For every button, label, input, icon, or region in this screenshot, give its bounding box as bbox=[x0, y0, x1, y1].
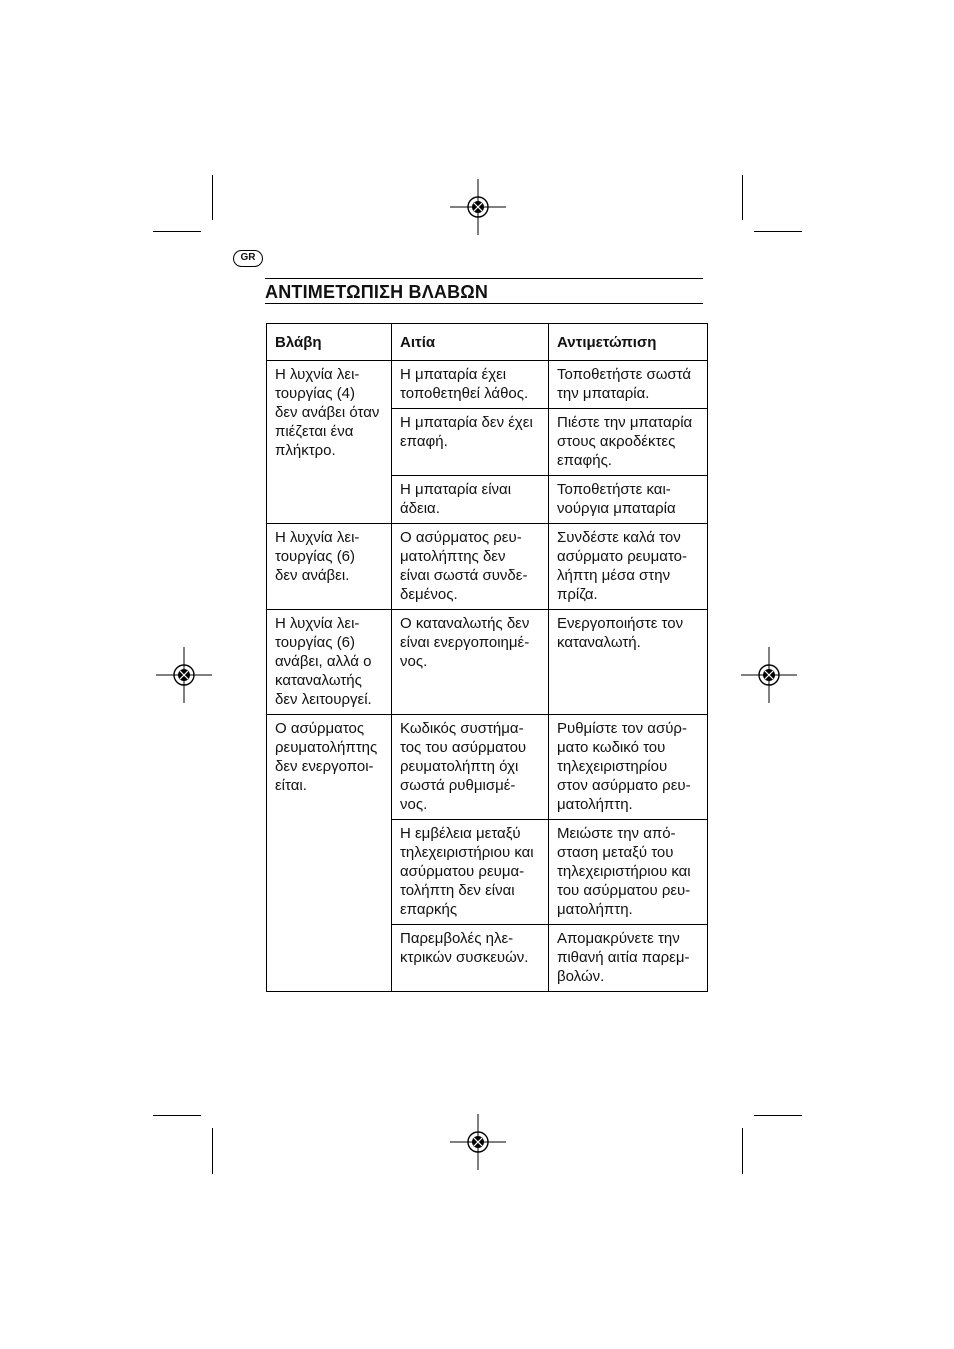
registration-mark-icon bbox=[448, 177, 508, 237]
header-remedy: Αντιμετώπιση bbox=[549, 324, 708, 361]
crop-mark bbox=[754, 1115, 802, 1116]
page-title: ΑΝΤΙΜΕΤΩΠΙΣΗ ΒΛΑΒΩΝ bbox=[265, 282, 489, 302]
crop-mark bbox=[754, 231, 802, 232]
cause-cell bbox=[392, 524, 549, 610]
cause-text: Κωδικός συστήμα- τος του ασύρματου ρευματολήπτη όχι σωστά ρυθμισμέ- νος. bbox=[400, 720, 527, 813]
crop-mark bbox=[212, 1128, 213, 1174]
cause-cell bbox=[392, 820, 549, 925]
remedy-text: Συνδέστε καλά τον ασύρματο ρευματο- λήπτη μέσα στην πρίζα. bbox=[557, 529, 687, 603]
remedy-text: Απομακρύνετε την πιθανή αιτία παρεμ- βολών. bbox=[557, 930, 690, 985]
crop-mark bbox=[153, 1115, 201, 1116]
crop-mark bbox=[153, 231, 201, 232]
fault-text: Ο ασύρματος ρευματολήπτης δεν ενεργοποι- είται. bbox=[275, 720, 378, 794]
title-rule-bottom bbox=[265, 303, 703, 304]
remedy-cell bbox=[549, 715, 708, 820]
fault-cell bbox=[267, 524, 392, 610]
remedy-cell bbox=[549, 820, 708, 925]
fault-cell bbox=[267, 610, 392, 715]
remedy-text: Ενεργοποιήστε τον καταναλωτή. bbox=[557, 615, 684, 651]
remedy-text: Τοποθετήστε σωστά την μπαταρία. bbox=[557, 366, 692, 402]
crop-mark bbox=[742, 1128, 743, 1174]
remedy-text: Ρυθμίστε τον ασύρ- ματο κωδικό του τηλεχειριστηρίου στον ασύρματο ρευ- ματολήπτη. bbox=[557, 720, 691, 813]
remedy-text: Τοποθετήστε και- νούργια μπαταρία bbox=[557, 481, 676, 517]
remedy-cell bbox=[549, 524, 708, 610]
crop-mark bbox=[212, 175, 213, 220]
remedy-text: Πιέστε την μπαταρία στους ακροδέκτες επαφής. bbox=[557, 414, 693, 469]
table-row bbox=[267, 524, 708, 610]
cause-cell bbox=[392, 361, 549, 409]
remedy-cell bbox=[549, 610, 708, 715]
cause-text: Ο ασύρματος ρευ- ματολήπτης δεν είναι σωστά συνδε- δεμένος. bbox=[400, 529, 528, 603]
remedy-cell bbox=[549, 476, 708, 524]
title-rule-top bbox=[265, 278, 703, 279]
cause-cell bbox=[392, 476, 549, 524]
remedy-text: Μειώστε την από- σταση μεταξύ του τηλεχειριστήριου και του ασύρματου ρευ- ματολήπτη. bbox=[557, 825, 691, 918]
fault-text: Η λυχνία λει- τουργίας (4) δεν ανάβει όταν πιέζεται ένα πλήκτρο. bbox=[275, 366, 380, 459]
fault-text: Η λυχνία λει- τουργίας (6) δεν ανάβει. bbox=[275, 529, 360, 584]
registration-mark-icon bbox=[739, 645, 799, 705]
cause-text: Παρεμβολές ηλε- κτρικών συσκευών. bbox=[400, 930, 529, 966]
fault-cell bbox=[267, 361, 392, 524]
header-cause: Αιτία bbox=[392, 324, 549, 361]
cause-text: Η μπαταρία έχει τοποθετηθεί λάθος. bbox=[400, 366, 529, 402]
remedy-cell bbox=[549, 409, 708, 476]
table-header-row bbox=[267, 324, 708, 361]
crop-mark bbox=[742, 175, 743, 220]
language-badge: GR bbox=[233, 250, 263, 267]
table-row bbox=[267, 361, 708, 409]
table-row bbox=[267, 715, 708, 820]
cause-text: Η μπαταρία δεν έχει επαφή. bbox=[400, 414, 533, 450]
cause-text: Η μπαταρία είναι άδεια. bbox=[400, 481, 512, 517]
fault-text: Η λυχνία λει- τουργίας (6) ανάβει, αλλά ο καταναλωτής δεν λειτουργεί. bbox=[275, 615, 372, 708]
table-row bbox=[267, 610, 708, 715]
fault-cell bbox=[267, 715, 392, 992]
registration-mark-icon bbox=[154, 645, 214, 705]
troubleshooting-table bbox=[266, 323, 708, 992]
remedy-cell bbox=[549, 361, 708, 409]
cause-cell bbox=[392, 925, 549, 992]
header-fault: Βλάβη bbox=[267, 324, 392, 361]
remedy-cell bbox=[549, 925, 708, 992]
cause-cell bbox=[392, 610, 549, 715]
cause-text: Η εμβέλεια μεταξύ τηλεχειριστήριου και ασύρματου ρευμα- τολήπτη δεν είναι επαρκής bbox=[400, 825, 534, 918]
cause-cell bbox=[392, 715, 549, 820]
cause-text: Ο καταναλωτής δεν είναι ενεργοποιημέ- νος. bbox=[400, 615, 530, 670]
cause-cell bbox=[392, 409, 549, 476]
registration-mark-icon bbox=[448, 1112, 508, 1172]
